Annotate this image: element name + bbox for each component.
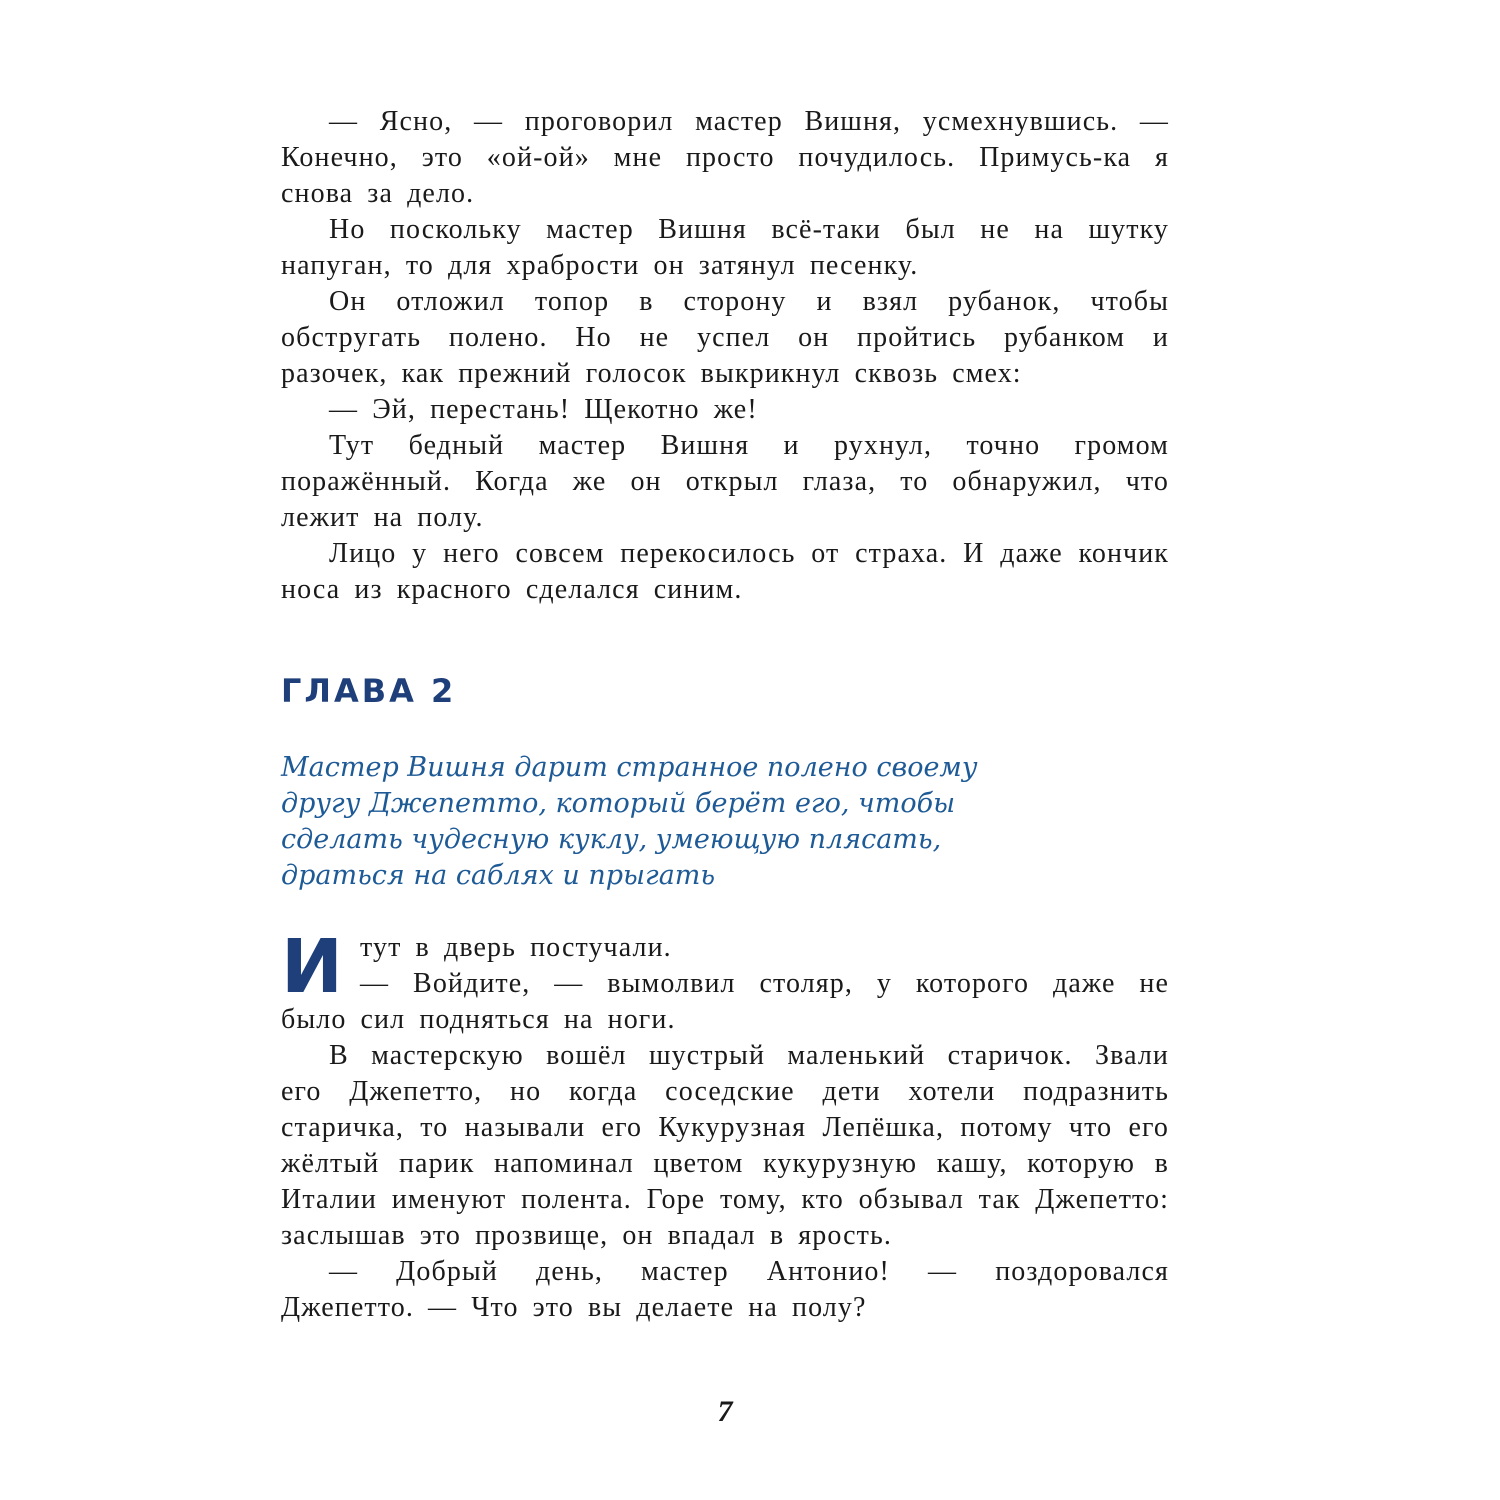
opening-text: тут в дверь постучали. [360,932,672,963]
paragraph: Лицо у него совсем перекосилось от страха. И даже кончик носа из красного сделался синим. [281,538,1169,605]
paragraph: Он отложил топор в сторону и взял рубанок, чтобы обстругать полено. Но не успел он пройтись рубанком и разочек, как прежний голосок выкрикнул сквозь смех: [281,286,1169,389]
paragraph: В мастерскую вошёл шустрый маленький старичок. Звали его Джепетто, но когда соседские дети хотели подразнить старичка, то называли его Кукурузная Лепёшка, потому что его жёлтый парик напоминал цветом кукурузную кашу, которую в Италии именуют полента. Горе тому, кто обзывал так Джепетто: заслышав это прозвище, он впадал в ярость. [281,1040,1169,1251]
page-number: 7 [717,1395,733,1428]
top-text-block [281,104,1169,608]
paragraph: — Эй, перестань! Щекотно же! [329,394,758,425]
chapter-summary: Мастер Вишня дарит странное полено своему другу Джепетто, который берёт его, чтобы сделать чудесную куклу, умеющую плясать, драться на саблях и прыгать [281,752,978,891]
chapter-body [281,924,1169,1326]
paragraph: — Добрый день, мастер Антонио! — поздоровался Джепетто. — Что это вы делаете на полу? [281,1256,1169,1323]
chapter-title: ГЛАВА 2 [281,672,457,710]
paragraph: — Ясно, — проговорил мастер Вишня, усмехнувшись. — Конечно, это «ой-ой» мне просто почудилось. Примусь-ка я снова за дело. [281,106,1169,209]
paragraph: Тут бедный мастер Вишня и рухнул, точно громом поражённый. Когда же он открыл глаза, то обнаружил, что лежит на полу. [281,430,1169,533]
drop-cap: И [281,924,345,1010]
paragraph: Но поскольку мастер Вишня всё-таки был не на шутку напуган, то для храбрости он затянул песенку. [281,214,1169,281]
paragraph: — Войдите, — вымолвил столяр, у которого даже не было сил подняться на ноги. [281,968,1169,1035]
